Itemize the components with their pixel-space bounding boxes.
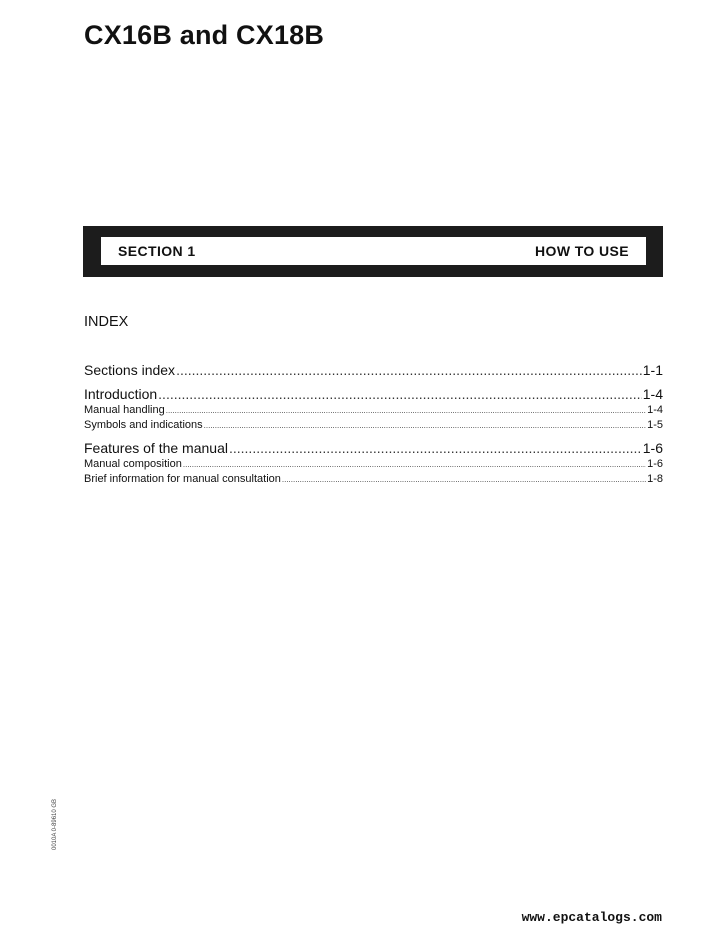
toc-entry-label: Introduction (84, 386, 158, 402)
toc-entry-page: 1-5 (647, 419, 663, 431)
toc-entry-manual-composition[interactable] (84, 458, 663, 473)
page-title: CX16B and CX18B (84, 20, 325, 50)
toc-leader-dots (158, 386, 642, 402)
toc-entry-brief-information[interactable] (84, 473, 663, 488)
footer-url: www.epcatalogs.com (521, 910, 662, 925)
toc-entry-page: 1-6 (647, 458, 663, 470)
toc-entry-label: Symbols and indications (84, 419, 203, 431)
toc-leader-dots (229, 440, 642, 456)
toc-leader-dots (166, 406, 646, 415)
toc-entry-label: Brief information for manual consultation (84, 473, 281, 485)
section-banner-inner (101, 237, 646, 265)
toc-entry-symbols-and-indications[interactable] (84, 419, 663, 434)
toc-entry-manual-handling[interactable] (84, 404, 663, 419)
toc-entry-page: 1-4 (647, 404, 663, 416)
index-heading: INDEX (84, 314, 129, 330)
toc-leader-dots (183, 460, 646, 469)
toc-entry-page: 1-6 (642, 440, 663, 456)
document-code: 0010A 0-89610 GB (52, 798, 58, 850)
toc-leader-dots (204, 421, 646, 430)
toc-leader-dots (176, 362, 642, 378)
toc-entry-features-of-the-manual[interactable] (84, 440, 663, 458)
toc-entry-label: Features of the manual (84, 440, 228, 456)
toc-entry-introduction[interactable] (84, 386, 663, 404)
toc-entry-sections-index[interactable] (84, 362, 663, 380)
section-number-label: SECTION 1 (118, 243, 196, 259)
section-banner (83, 226, 663, 277)
toc-entry-label: Sections index (84, 362, 176, 378)
toc-entry-page: 1-1 (642, 362, 663, 378)
toc-entry-label: Manual composition (84, 458, 182, 470)
toc-leader-dots (282, 475, 646, 484)
section-name-label: HOW TO USE (535, 243, 629, 259)
toc-entry-page: 1-8 (647, 473, 663, 485)
toc-entry-page: 1-4 (642, 386, 663, 402)
table-of-contents (84, 362, 663, 488)
toc-entry-label: Manual handling (84, 404, 165, 416)
